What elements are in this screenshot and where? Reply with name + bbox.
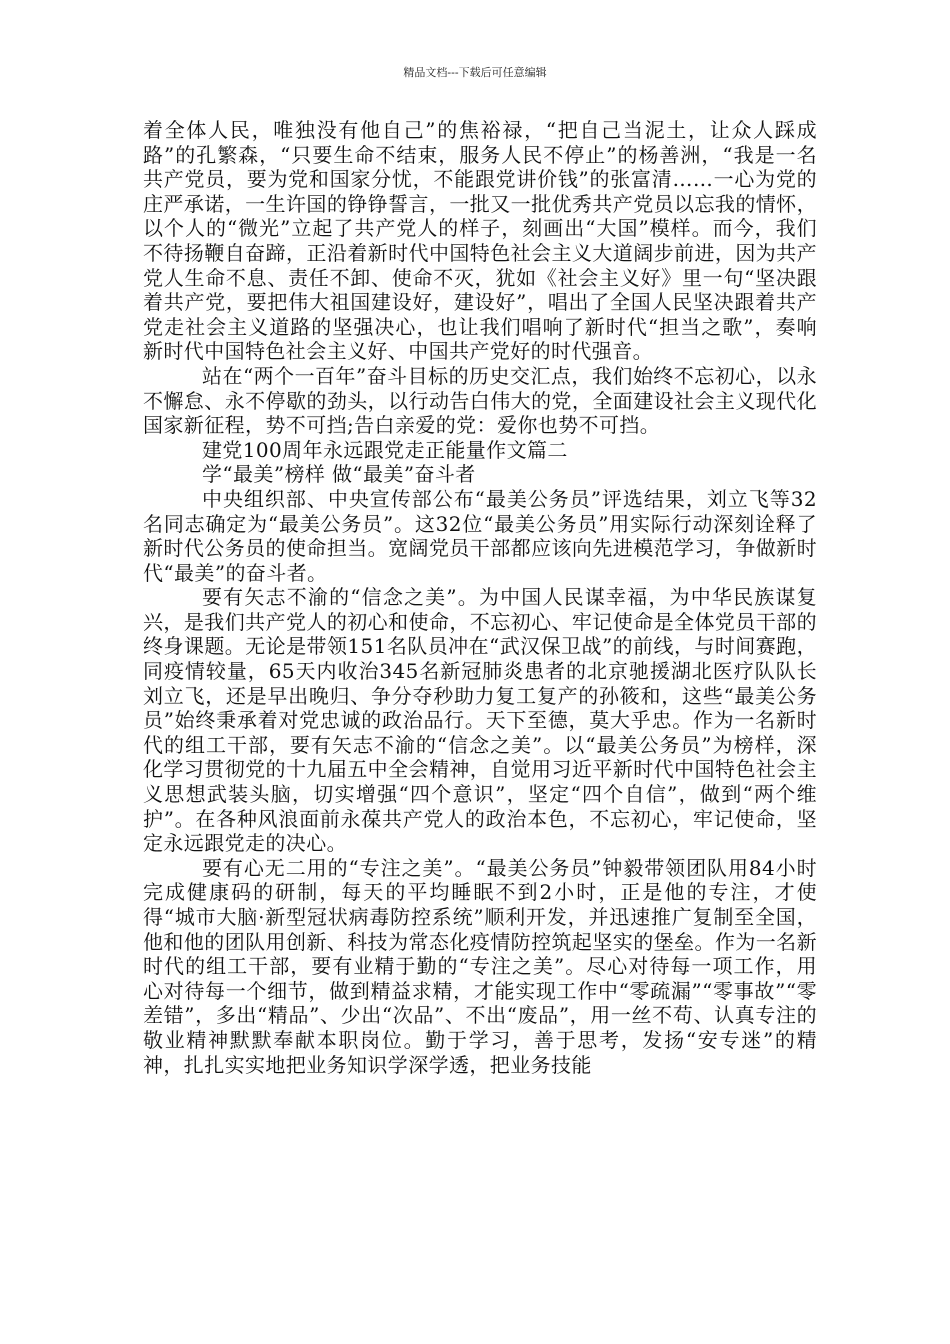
paragraph: 中央组织部、中央宣传部公布“最美公务员”评选结果，刘立飞等32名同志确定为“最美公务员”。这32位“最美公务员”用实际行动深刻诠释了新时代公务员的使命担当。宽阔党员干部都应该向先进模范学习，争做新时代“最美”的奋斗者。 — [143, 486, 817, 585]
paragraph: 要有心无二用的“专注之美”。“最美公务员”钟毅带领团队用84小时完成健康码的研制，每天的平均睡眠不到2小时，正是他的专注，才使得“城市大脑·新型冠状病毒防控系统”顺利开发，并迅速推广复制至全国，他和他的团队用创新、科技为常态化疫情防控筑起坚实的堡垒。作为一名新时代的组工干部，要有业精于勤的“专注之美”。尽心对待每一项工作，用心对待每一个细节，做到精益求精，才能实现工作中“零疏漏”“零事故”“零差错”，多出“精品”、少出“次品”、不出“废品”，用一丝不苟、认真专注的敬业精神默默奉献本职岗位。勤于学习，善于思考，发扬“安专迷”的精神，扎扎实实地把业务知识学深学透，把业务技能 — [143, 855, 817, 1077]
section-title: 建党100周年永远跟党走正能量作文篇二 — [202, 437, 568, 462]
document-body — [143, 118, 817, 1077]
paragraph: 着全体人民，唯独没有他自己”的焦裕禄，“把自己当泥土，让众人踩成路”的孔繁森，“只要生命不结束，服务人民不停止”的杨善洲，“我是一名共产党员，要为党和国家分忧，不能跟党讲价钱”的张富清……一心为党的庄严承诺，一生许国的铮铮誓言，一批又一批优秀共产党员以忘我的情怀，以个人的“微光”立起了共产党人的样子，刻画出“大国”模样。而今，我们不待扬鞭自奋蹄，正沿着新时代中国特色社会主义大道阔步前进，因为共产党人生命不息、责任不卸、使命不灭，犹如《社会主义好》里一句“坚决跟着共产党，要把伟大祖国建设好，建设好”，唱出了全国人民坚决跟着共产党走社会主义道路的坚强决心，也让我们唱响了新时代“担当之歌”，奏响新时代中国特色社会主义好、中国共产党好的时代强音。 — [143, 118, 817, 364]
paragraph: 站在“两个一百年”奋斗目标的历史交汇点，我们始终不忘初心，以永不懈怠、永不停歇的劲头，以行动告白伟大的党，全面建设社会主义现代化国家新征程，势不可挡;告白亲爱的党：爱你也势不可挡。 — [143, 363, 817, 438]
article-title: 学“最美”榜样 做“最美”奋斗者 — [202, 462, 476, 487]
page-header: 精品文档---下载后可任意编辑 — [403, 66, 547, 79]
paragraph: 要有矢志不渝的“信念之美”。为中国人民谋幸福，为中华民族谋复兴，是我们共产党人的初心和使命，不忘初心、牢记使命是全体党员干部的终身课题。无论是带领151名队员冲在“武汉保卫战”的前线，与时间赛跑，同疫情较量，65天内收治345名新冠肺炎患者的北京驰援湖北医疗队队长刘立飞，还是早出晚归、争分夺秒助力复工复产的孙筱和，这些“最美公务员”始终秉承着对党忠诚的政治品行。天下至德，莫大乎忠。作为一名新时代的组工干部，要有矢志不渝的“信念之美”。以“最美公务员”为榜样，深化学习贯彻党的十九届五中全会精神，自觉用习近平新时代中国特色社会主义思想武装头脑，切实增强“四个意识”，坚定“四个自信”，做到“两个维护”。在各种风浪面前永葆共产党人的政治本色，不忘初心，牢记使命，坚定永远跟党走的决心。 — [143, 585, 817, 856]
